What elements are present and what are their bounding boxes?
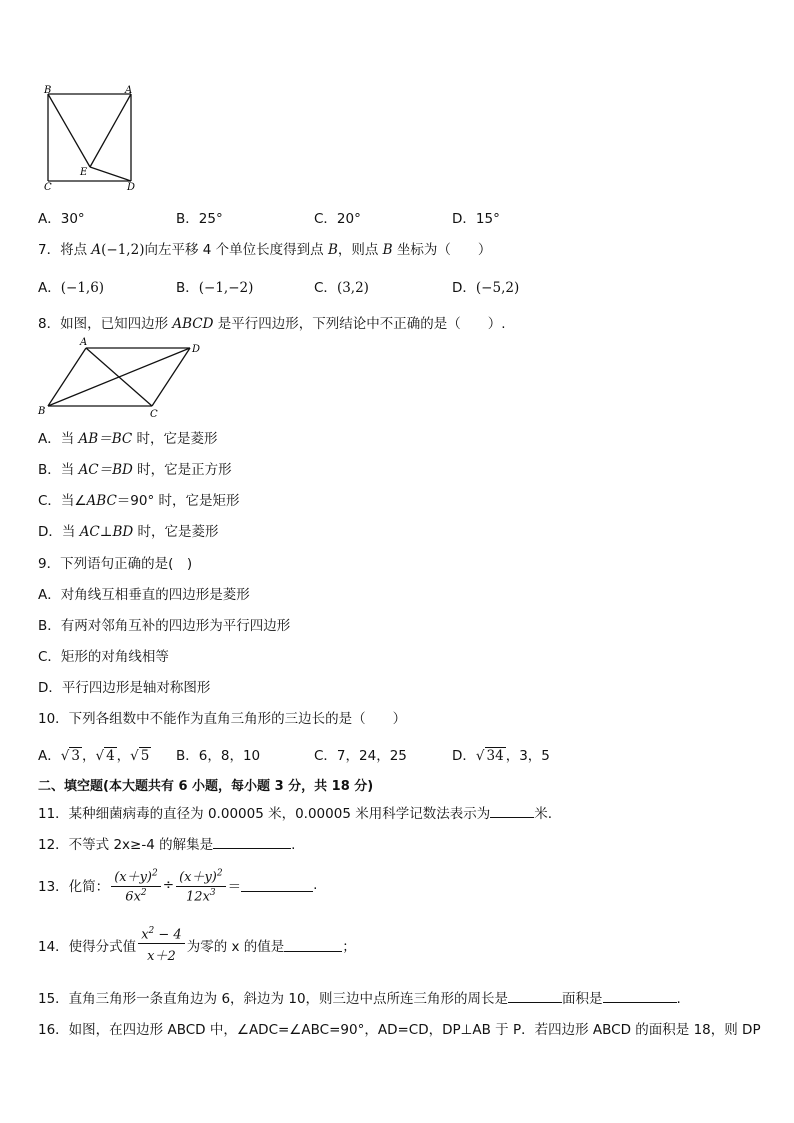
- q7-mid: 向左平移 4 个单位长度得到点: [144, 242, 328, 258]
- q6-option-d: D．15°: [452, 211, 500, 227]
- seg-ed: [90, 167, 131, 181]
- q15-answer-blank-2[interactable]: [603, 990, 677, 1003]
- q6-option-c: C．20°: [314, 211, 361, 227]
- q7-stem: [38, 238, 491, 258]
- diag-bd: [48, 348, 190, 406]
- q10-stem: 10．下列各组数中不能作为直角三角形的三边长的是（ ）: [38, 711, 407, 727]
- label-a: A: [80, 337, 88, 348]
- q13-frac-1: $\frac{(x+y)^2}{6x^2}$: [111, 866, 161, 904]
- q10-option-d: D．√ 34 ，3，5: [452, 748, 550, 764]
- q7-pre: 将点: [60, 242, 92, 258]
- q13-answer-blank[interactable]: [241, 879, 313, 892]
- q13-frac-2: $\frac{(x+y)^2}{12x^3}$: [176, 866, 226, 904]
- q14: 14．使得分式值 $\frac{x^2 - 4}{x+2}$ 为零的 x 的值是 ；: [38, 926, 356, 965]
- q12: 12．不等式 2x≥-4 的解集是 .: [38, 837, 296, 853]
- q10-option-a: A．√ 3 ，√ 4 ，√ 5: [38, 748, 150, 764]
- side-cd: [152, 348, 190, 406]
- side-ab: [48, 348, 86, 406]
- q7-point-a: A: [91, 242, 102, 258]
- label-c: C: [150, 409, 158, 420]
- q9-option-d: D．平行四边形是轴对称图形: [38, 680, 211, 696]
- q14-answer-blank[interactable]: [284, 939, 342, 952]
- q8-figure: [36, 334, 208, 420]
- q8-option-c: C．当∠ABC＝90° 时，它是矩形: [38, 493, 240, 509]
- q9-stem: 9．下列语句正确的是( ): [38, 556, 193, 572]
- q6-figure: [38, 84, 146, 194]
- q7-point-b: B: [327, 242, 338, 258]
- q7-post: 坐标为（ ）: [392, 242, 492, 258]
- q7-mid2: ，则点: [337, 242, 383, 258]
- q9-option-b: B．有两对邻角互补的四边形为平行四边形: [38, 618, 291, 634]
- q11: 11．某种细菌病毒的直径为 0.00005 米，0.00005 米用科学记数法表示为 米.: [38, 806, 553, 822]
- label-c: C: [44, 182, 52, 193]
- label-d: D: [192, 344, 201, 355]
- q8-option-b: B．当 AC＝BD 时，它是正方形: [38, 462, 232, 478]
- q7-point-b2: B: [382, 242, 393, 258]
- q6-option-b: B．25°: [176, 211, 223, 227]
- q12-answer-blank[interactable]: [213, 836, 291, 849]
- q7-option-a: A．(−1,6): [38, 280, 105, 296]
- label-b: B: [44, 85, 52, 96]
- label-e: E: [80, 167, 88, 178]
- q16: 16．如图，在四边形 ABCD 中，∠ADC=∠ABC=90°，AD=CD，DP⊥AB 于 P．若四边形 ABCD 的面积是 18，则 DP: [38, 1022, 761, 1038]
- q6-option-a: A．30°: [38, 211, 85, 227]
- q10-option-c: C．7，24，25: [314, 748, 407, 764]
- q11-answer-blank[interactable]: [490, 805, 534, 818]
- q15: 15．直角三角形一条直角边为 6，斜边为 10，则三边中点所连三角形的周长是 面积是 .: [38, 991, 681, 1007]
- label-b: B: [38, 406, 46, 417]
- section-heading: 二、填空题(本大题共有 6 小题，每小题 3 分，共 18 分): [38, 779, 374, 794]
- q10-option-b: B．6，8，10: [176, 748, 261, 764]
- label-a: A: [125, 85, 133, 96]
- q7-option-c: C．(3,2): [314, 280, 369, 296]
- q9-option-c: C．矩形的对角线相等: [38, 649, 169, 665]
- seg-ae: [90, 94, 131, 167]
- q14-frac: $\frac{x^2 - 4}{x+2}$: [138, 926, 185, 964]
- q15-answer-blank-1[interactable]: [508, 990, 562, 1003]
- q7-num: 7．: [38, 242, 61, 258]
- q8-option-d: D．当 AC⊥BD 时，它是菱形: [38, 524, 219, 540]
- q7-coord: (−1,2): [101, 242, 145, 258]
- q13: 13．化简： $\frac{(x+y)^2}{6x^2}$ ÷ $\frac{(x+y)^2}{12x^3}$ ＝ .: [38, 866, 317, 904]
- q9-option-a: A．对角线互相垂直的四边形是菱形: [38, 587, 250, 603]
- q7-option-d: D．(−5,2): [452, 280, 520, 296]
- q8-option-a: A．当 AB＝BC 时，它是菱形: [38, 431, 218, 447]
- q8-stem: 8．如图，已知四边形 ABCD 是平行四边形，下列结论中不正确的是（ ）.: [38, 316, 506, 332]
- label-d: D: [127, 182, 136, 193]
- q7-option-b: B．(−1,−2): [176, 280, 254, 296]
- seg-be: [48, 94, 90, 167]
